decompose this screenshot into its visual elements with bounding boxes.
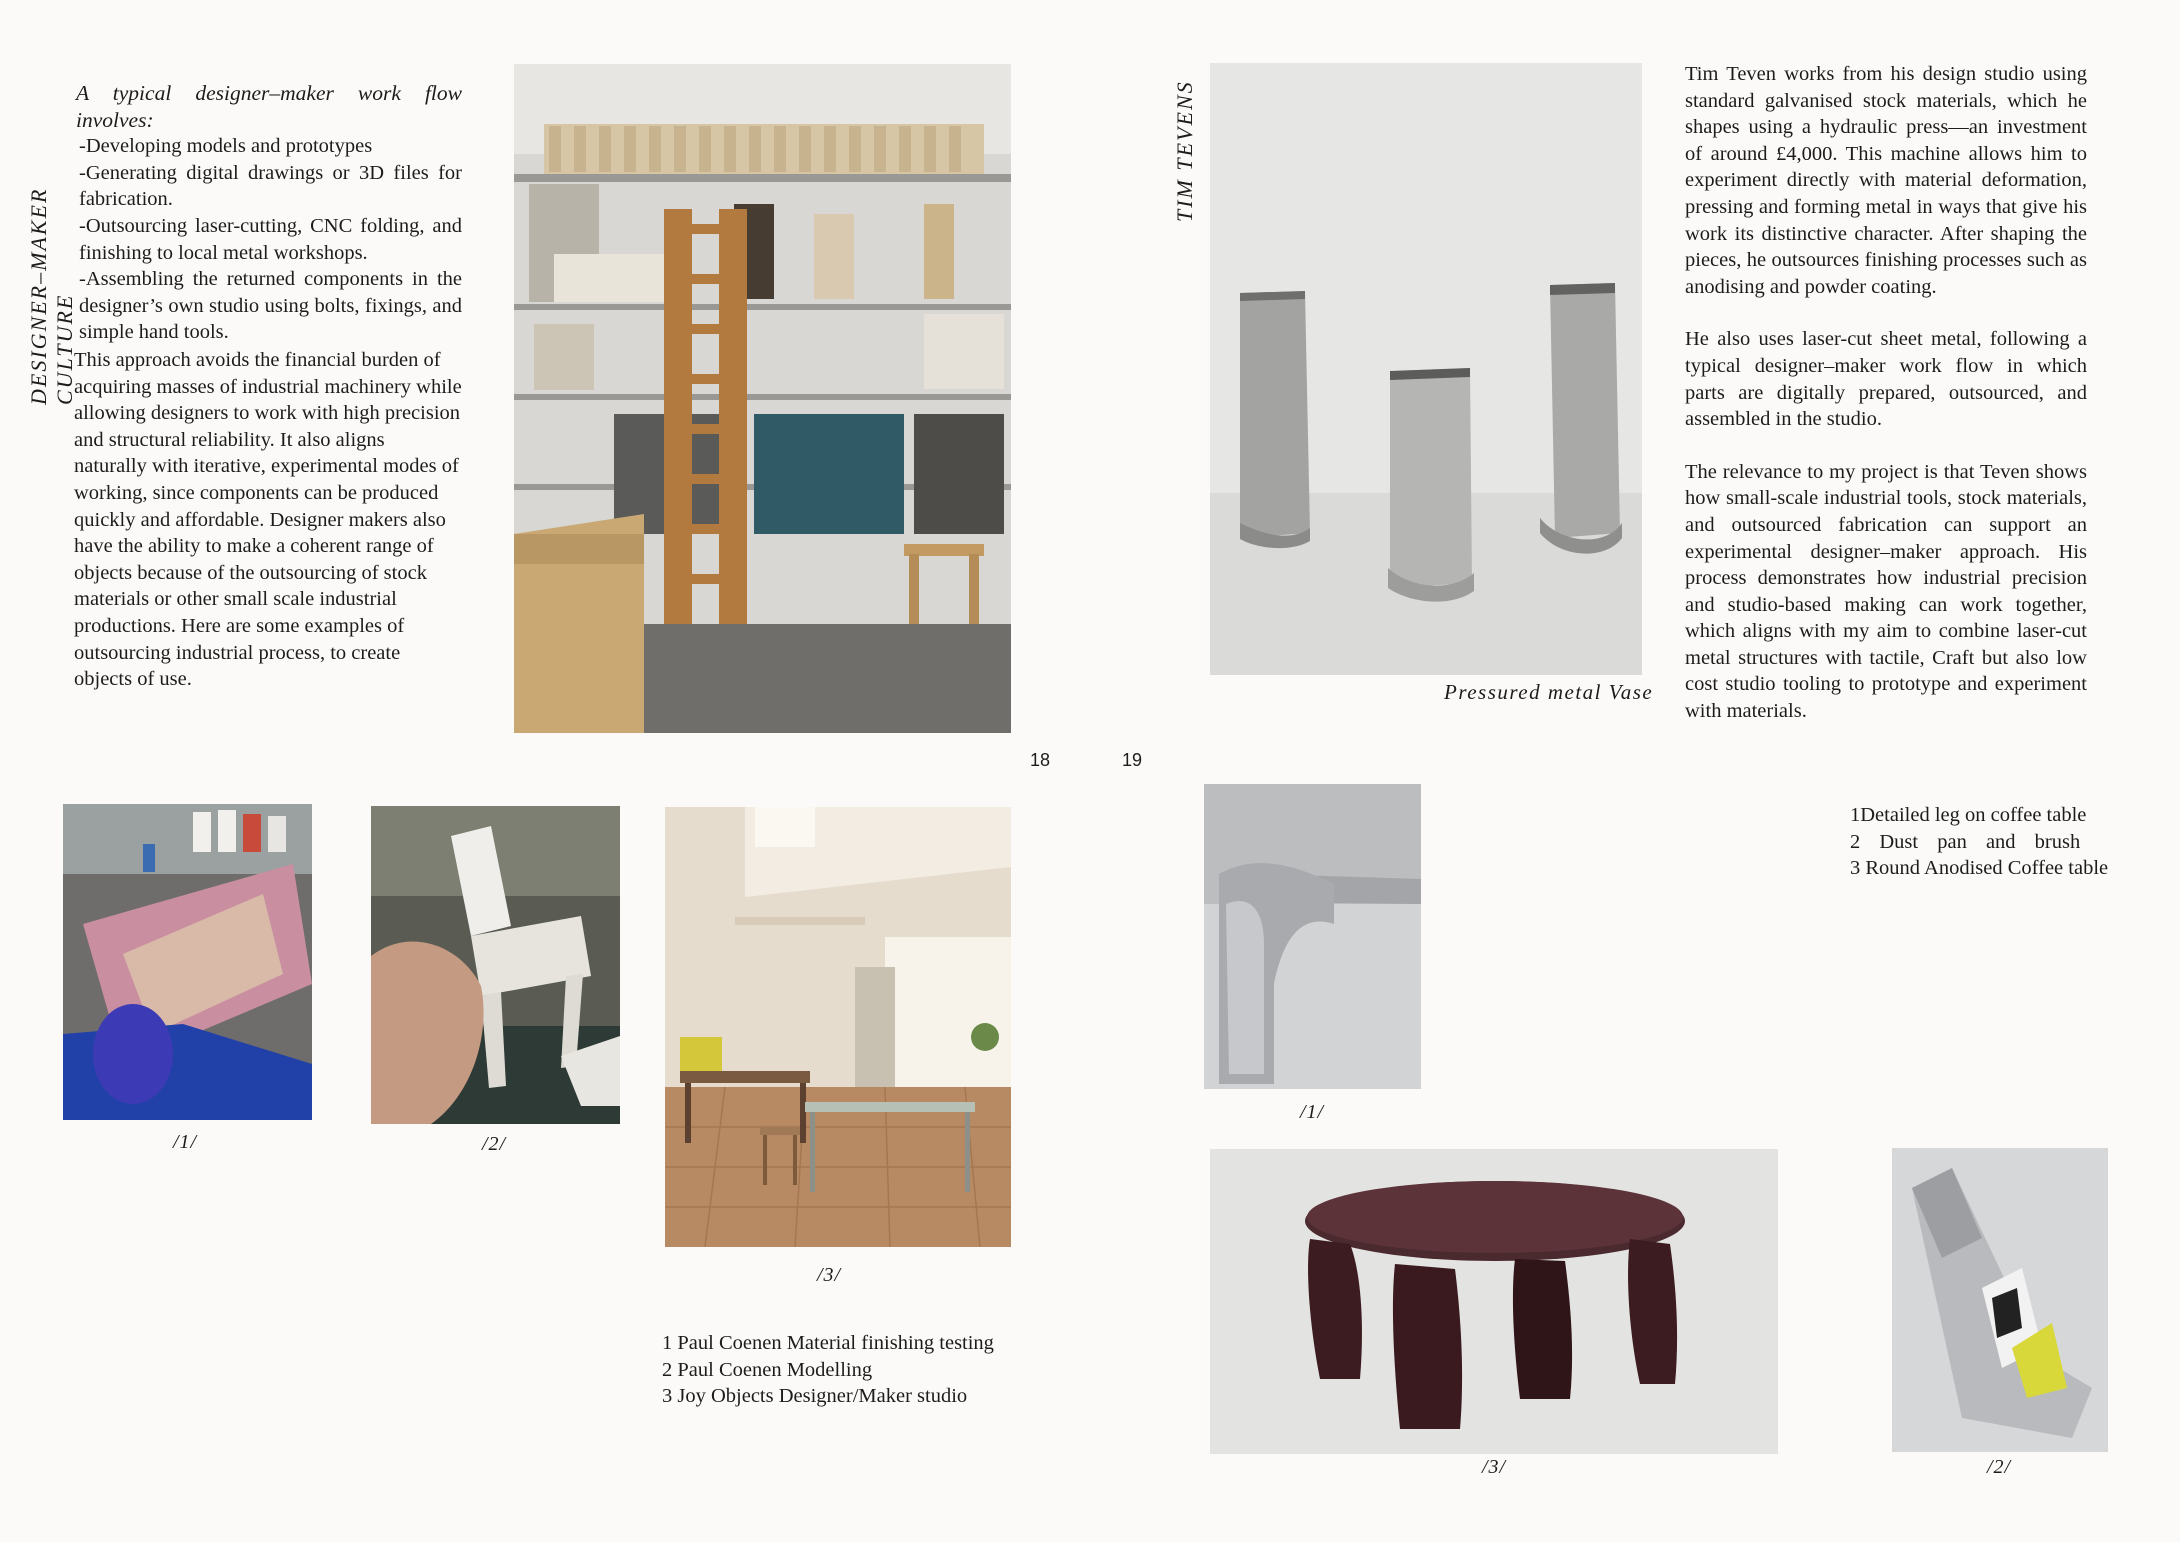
paragraph: Tim Teven works from his design studio using standard galvanised stock materials, which he shapes using a hydraulic press—an investment of around £4,000. This machine allows him to experiment directly with material deformation, pressing and forming metal in ways that give his work its distinctive character. After shaping the pieces, he outsources finishing processes such as anodising and powder coating. <box>1685 63 2087 298</box>
vase-caption: Pressured metal Vase <box>1444 680 1654 704</box>
right-page <box>1090 0 2180 1542</box>
caption-line: 3 Round Anodised Coffee table <box>1850 857 2109 880</box>
material-finishing-photo <box>63 804 312 1120</box>
workflow-item: -Outsourcing laser-cutting, CNC folding, and finishing to local metal workshops. <box>79 214 462 264</box>
photo-label-2: /2/ <box>1986 1456 2012 1478</box>
workflow-item: -Generating digital drawings or 3D files for fabrication. <box>79 161 462 211</box>
pressured-vase-photo <box>1210 63 1642 675</box>
workflow-lead: A typical designer–maker work flow involves: <box>76 81 462 132</box>
left-side-title: DESIGNER–MAKER CULTURE <box>26 187 77 405</box>
caption-line: 1Detailed leg on coffee table <box>1850 804 2087 826</box>
studio-interior-photo <box>665 807 1011 1247</box>
workflow-item: -Developing models and prototypes <box>79 135 373 158</box>
page-number-19: 19 <box>1122 750 1143 770</box>
caption-line: 2 Paul Coenen Modelling <box>662 1358 873 1381</box>
left-body-paragraph: This approach avoids the financial burden of acquiring masses of industrial machinery while allowing designers to work with high precision and structural reliability. It also aligns naturally with iterative, experimental modes of working, since components can be produced quickly and affordable. Designer makers also have the ability to make a coherent range of objects because of the outsourcing of stock materials or other small scale industrial productions. Here are some examples of outsourcing industrial process, to create objects of use. <box>74 349 462 691</box>
right-captions <box>1850 802 2109 882</box>
workshop-shelving-photo <box>514 64 1011 733</box>
table-leg-detail-photo <box>1204 784 1421 1089</box>
right-body-text <box>1685 61 2087 725</box>
photo-label-2: /2/ <box>481 1133 507 1155</box>
page-number-18: 18 <box>1030 750 1051 770</box>
paragraph: He also uses laser-cut sheet metal, following a typical designer–maker work flow in which parts are digitally prepared, outsourced, and assembled in the studio. <box>1685 328 2087 431</box>
photo-label-3: /3/ <box>1481 1456 1507 1478</box>
paragraph: The relevance to my project is that Teven shows how small-scale industrial tools, stock materials, and outsourced fabrication can support an experimental designer–maker approach. His process demonstrates how industrial precision and studio-based making can work together, which aligns with my aim to combine laser-cut metal structures with tactile, Craft but also low cost studio tooling to prototype and experiment with materials. <box>1685 460 2087 723</box>
caption-line: 2 Dust pan and brush <box>1850 830 2081 853</box>
paper-model-photo <box>371 806 620 1124</box>
photo-label-1: /1/ <box>1299 1101 1325 1123</box>
photo-label-3: /3/ <box>816 1264 842 1286</box>
dust-pan-photo <box>1892 1148 2108 1452</box>
caption-line: 1 Paul Coenen Material finishing testing <box>662 1332 994 1354</box>
left-captions <box>662 1330 1002 1410</box>
photo-label-1: /1/ <box>172 1131 198 1153</box>
workflow-list <box>76 80 462 346</box>
coffee-table-photo <box>1210 1149 1778 1454</box>
caption-line: 3 Joy Objects Designer/Maker studio <box>662 1385 968 1408</box>
right-side-title: TIM TEVENS <box>1172 80 1197 222</box>
workflow-item: -Assembling the returned components in the designer’s own studio using bolts, fixings, and simple hand tools. <box>79 268 462 344</box>
